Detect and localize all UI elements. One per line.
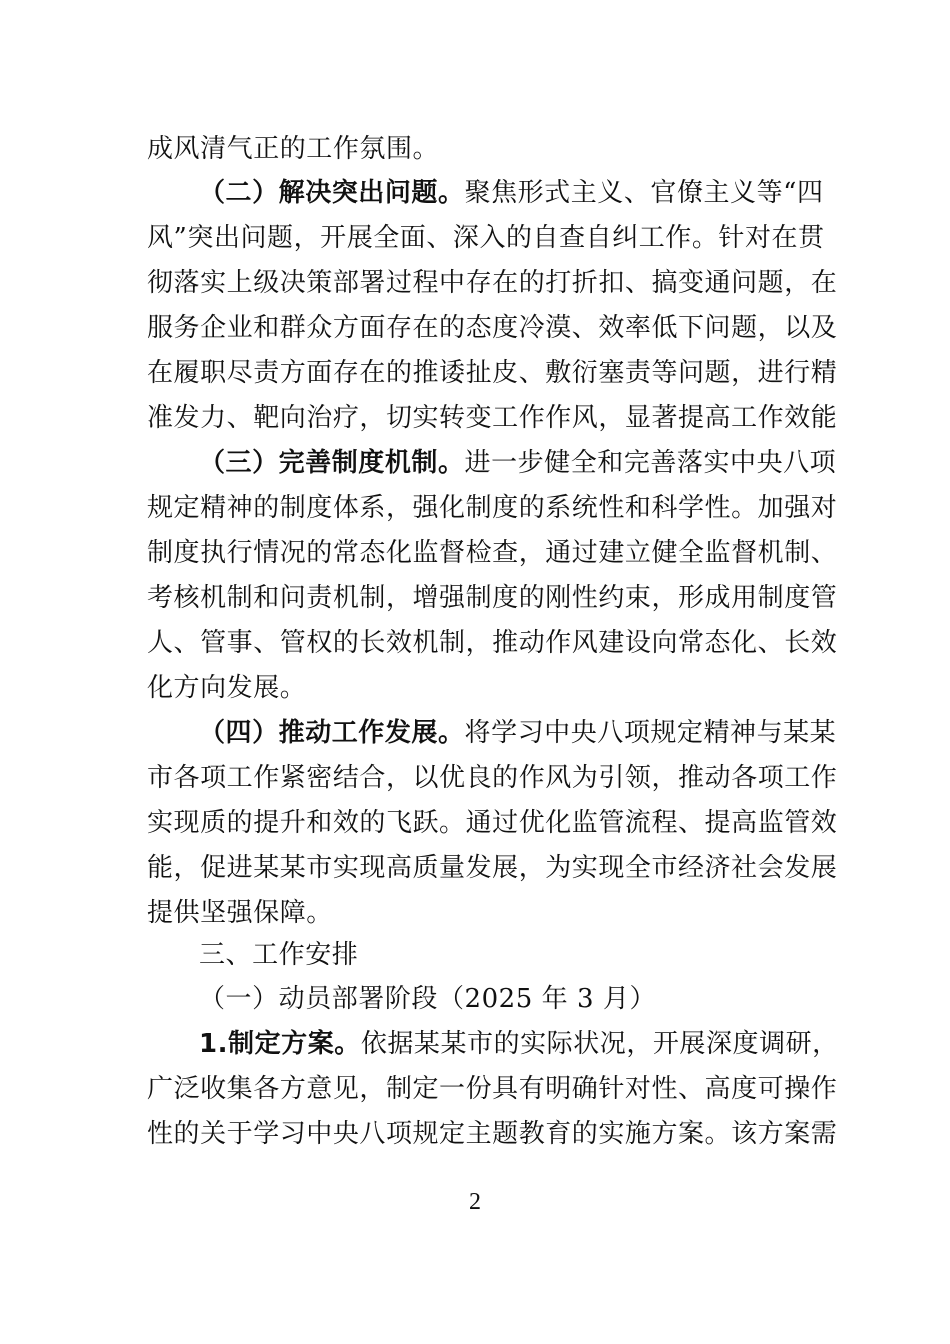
paragraph-line (147, 306, 838, 350)
paragraph-line (147, 576, 838, 620)
item-lead: 1.制定方案。 (199, 1029, 361, 1059)
paragraph-lead: （三）完善制度机制。 (199, 448, 465, 478)
paragraph-text: 考核机制和问责机制，增强制度的刚性约束，形成用制度管 (147, 583, 838, 613)
paragraph-text: 性的关于学习中央八项规定主题教育的实施方案。该方案需 (147, 1119, 838, 1149)
paragraph-text: 市各项工作紧密结合，以优良的作风为引领，推动各项工作 (147, 763, 838, 793)
paragraph-text: 准发力、靶向治疗，切实转变工作作风，显著提高工作效能 (147, 403, 838, 433)
paragraph-line (147, 531, 838, 575)
paragraph-line (147, 351, 838, 395)
paragraph-line (199, 171, 824, 215)
paragraph-line (147, 1112, 838, 1156)
paragraph-text: 依据某某市的实际状况，开展深度调研， (360, 1029, 839, 1059)
paragraph-lead: （二）解决突出问题。 (199, 178, 465, 208)
section-heading: 三、工作安排 (199, 940, 359, 970)
sub-heading: （一）动员部署阶段（2025 年 3 月） (199, 984, 657, 1014)
paragraph-text: 提供坚强保障。 (147, 898, 333, 928)
paragraph-text: 服务企业和群众方面存在的态度冷漠、效率低下问题，以及 (147, 313, 838, 343)
paragraph-line (147, 1067, 838, 1111)
paragraph-text: 进一步健全和完善落实中央八项 (464, 448, 837, 478)
paragraph-text: 能，促进某某市实现高质量发展，为实现全市经济社会发展 (147, 853, 838, 883)
paragraph-line (147, 486, 838, 530)
paragraph-text: 化方向发展。 (147, 673, 307, 703)
paragraph-text: 成风清气正的工作氛围。 (147, 134, 440, 164)
paragraph-line (147, 261, 838, 305)
paragraph-line (147, 621, 838, 665)
paragraph-line (147, 127, 807, 171)
paragraph-line (199, 441, 837, 485)
paragraph-line (147, 666, 807, 710)
paragraph-text: 人、管事、管权的长效机制，推动作风建设向常态化、长效 (147, 628, 838, 658)
paragraph-lead: （四）推动工作发展。 (199, 718, 465, 748)
paragraph-line (147, 891, 807, 935)
page-number: 2 (469, 1189, 481, 1215)
paragraph-line (147, 801, 838, 845)
paragraph-text: 在履职尽责方面存在的推诿扯皮、敷衍塞责等问题，进行精 (147, 358, 838, 388)
paragraph-text: 彻落实上级决策部署过程中存在的打折扣、搞变通问题，在 (147, 268, 838, 298)
paragraph-text: 将学习中央八项规定精神与某某 (464, 718, 837, 748)
paragraph-line (147, 396, 838, 440)
paragraph-line (199, 1022, 839, 1066)
paragraph-line (199, 711, 837, 755)
paragraph-line (147, 756, 838, 800)
paragraph-text: 实现质的提升和效的飞跃。通过优化监管流程、提高监管效 (147, 808, 838, 838)
paragraph-text: 风”突出问题，开展全面、深入的自查自纠工作。针对在贯 (147, 223, 825, 253)
paragraph-text: 广泛收集各方意见，制定一份具有明确针对性、高度可操作 (147, 1074, 838, 1104)
paragraph-line (147, 846, 838, 890)
paragraph-line (147, 216, 825, 260)
paragraph-text: 聚焦形式主义、官僚主义等“四 (464, 178, 824, 208)
paragraph-text: 制度执行情况的常态化监督检查，通过建立健全监督机制、 (147, 538, 838, 568)
paragraph-text: 规定精神的制度体系，强化制度的系统性和科学性。加强对 (147, 493, 838, 523)
